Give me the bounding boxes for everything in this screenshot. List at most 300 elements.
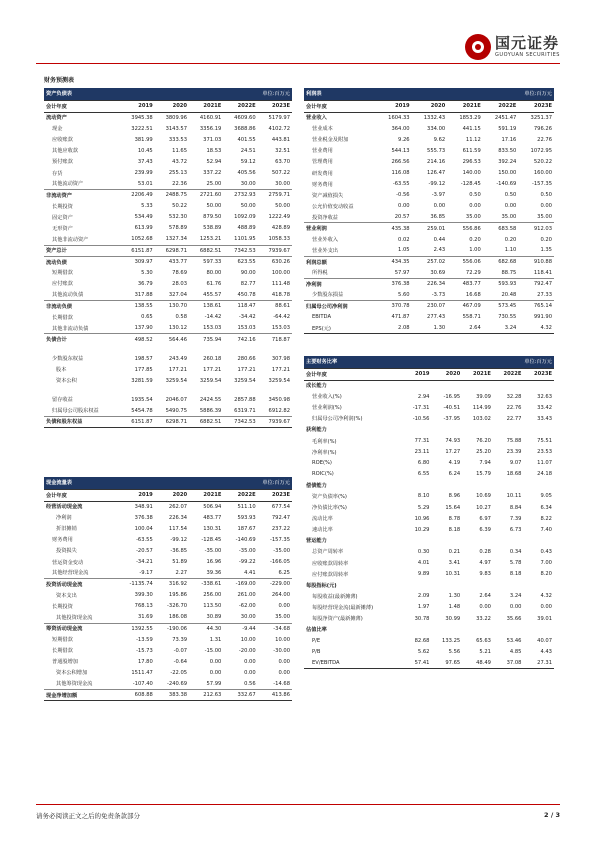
- table-spacer: [189, 477, 223, 489]
- row-value: 4102.72: [268, 125, 290, 132]
- row-value: 593.93: [483, 278, 519, 289]
- row-value: -15.00: [204, 647, 222, 654]
- row-value: 22.76: [537, 136, 552, 143]
- table-row: [44, 523, 292, 534]
- table-row: [304, 657, 554, 668]
- row-value: 187.67: [237, 525, 256, 532]
- table-row: [304, 323, 554, 334]
- row-value: 1327.34: [165, 236, 188, 243]
- row-value: [462, 424, 493, 435]
- row-value: 24.18: [537, 471, 552, 478]
- row-value: 434.35: [376, 256, 412, 267]
- row-value: 593.93: [237, 514, 256, 521]
- row-value: 833.50: [498, 147, 517, 154]
- row-value: 1052.68: [131, 236, 153, 243]
- row-label: 短期借款: [52, 637, 73, 644]
- row-value: 718.87: [258, 334, 292, 345]
- row-value: 2.64: [479, 593, 491, 600]
- row-value: 118.41: [533, 269, 552, 276]
- row-label: 投资活动现金流: [44, 579, 116, 590]
- row-value: 9.07: [509, 460, 522, 467]
- row-value: 100.04: [134, 525, 153, 532]
- row-value: 768.13: [134, 603, 153, 610]
- row-value: 53.46: [506, 637, 522, 644]
- row-value: 28.03: [172, 280, 188, 287]
- year-header: 2023E: [523, 368, 554, 380]
- row-value: 39.36: [206, 569, 222, 576]
- row-value: [493, 624, 524, 635]
- row-value: 177.21: [168, 366, 188, 373]
- row-value: 3.41: [448, 560, 461, 567]
- row-value: -166.05: [269, 559, 290, 566]
- year-header-row: [304, 100, 554, 112]
- row-value: 35.00: [537, 214, 552, 221]
- row-value: 630.26: [258, 256, 292, 267]
- row-value: 3356.19: [199, 125, 222, 132]
- row-value: 138.55: [120, 301, 154, 312]
- row-value: 401.55: [237, 136, 256, 143]
- year-header: 2022E: [223, 100, 257, 112]
- row-value: [493, 480, 524, 491]
- row-value: 435.38: [376, 223, 412, 234]
- row-value: 6151.87: [120, 416, 154, 427]
- row-label: 净利率(%): [312, 449, 337, 456]
- row-label: 负债和股东权益: [44, 416, 120, 427]
- row-value: 33.43: [537, 415, 552, 422]
- table-row: [304, 212, 554, 223]
- table-row: [44, 167, 292, 178]
- row-value: 80.00: [206, 269, 222, 276]
- row-value: 30.78: [414, 615, 430, 622]
- row-value: 544.13: [391, 147, 410, 154]
- row-value: 111.48: [271, 280, 290, 287]
- balance-sheet-table: [44, 88, 292, 428]
- row-value: -15.73: [136, 647, 153, 654]
- row-value: -128.45: [201, 536, 222, 543]
- row-value: 6319.71: [234, 407, 256, 414]
- row-value: -157.35: [531, 181, 552, 188]
- row-label: 经营活动现金流: [44, 501, 116, 512]
- row-value: 332.67: [223, 690, 257, 701]
- table-row: [304, 491, 554, 502]
- row-value: 1.97: [417, 604, 430, 611]
- table-row: [304, 613, 554, 624]
- row-value: -99.22: [238, 559, 256, 566]
- row-value: [403, 624, 432, 635]
- row-value: 3259.54: [165, 377, 188, 384]
- row-value: 6.24: [448, 471, 461, 478]
- row-value: 3.24: [509, 593, 522, 600]
- table-title: 利润表: [304, 88, 447, 100]
- row-value: 186.08: [168, 614, 188, 621]
- row-value: 556.86: [447, 223, 483, 234]
- row-value: 1.30: [412, 323, 448, 334]
- table-row: [304, 469, 554, 480]
- table-row: [44, 123, 292, 134]
- row-value: 383.38: [155, 690, 189, 701]
- row-value: -22.05: [170, 669, 188, 676]
- table-row: [304, 458, 554, 469]
- row-value: 3222.51: [131, 125, 153, 132]
- row-label: 流动负债: [44, 256, 120, 267]
- row-value: [155, 345, 189, 353]
- row-label: EV/EBITDA: [304, 657, 403, 668]
- year-header: 2020: [412, 100, 448, 112]
- row-value: 230.07: [412, 301, 448, 312]
- table-row: [44, 612, 292, 623]
- page-number: 2 / 3: [544, 811, 560, 819]
- row-value: 613.99: [134, 225, 153, 232]
- row-value: -3.97: [431, 192, 446, 199]
- row-value: 0.50: [469, 192, 481, 199]
- table-row: [304, 502, 554, 513]
- row-value: 18.53: [206, 147, 222, 154]
- row-label: 留存收益: [52, 397, 73, 404]
- row-value: 0.20: [540, 236, 552, 243]
- row-value: -14.68: [273, 680, 290, 687]
- row-value: 7.94: [479, 460, 491, 467]
- row-value: 35.00: [275, 614, 290, 621]
- row-value: -0.07: [173, 647, 188, 654]
- table-row: [304, 646, 554, 657]
- row-value: 796.26: [533, 125, 552, 132]
- row-value: 50.00: [206, 203, 222, 210]
- row-label: 投资损失: [56, 548, 77, 555]
- row-value: 65.63: [476, 637, 491, 644]
- row-value: 7939.67: [258, 416, 292, 427]
- row-value: 7.39: [509, 515, 522, 522]
- row-value: 3450.98: [268, 396, 290, 403]
- page-header: [36, 30, 560, 64]
- row-label: 长期借款: [52, 648, 73, 655]
- row-value: 243.49: [168, 355, 188, 362]
- row-value: 113.50: [203, 603, 222, 610]
- table-title-row: [304, 356, 554, 368]
- row-value: 20.57: [394, 214, 410, 221]
- row-value: 433.77: [155, 256, 189, 267]
- row-value: [189, 345, 223, 353]
- table-spacer: [189, 88, 223, 100]
- row-value: 130.70: [155, 301, 189, 312]
- table-row: [304, 112, 554, 123]
- table-row: [304, 301, 554, 312]
- row-value: -34.21: [136, 559, 153, 566]
- row-label: 每股净资产(最新摊薄): [312, 616, 363, 623]
- table-row: [304, 524, 554, 535]
- row-value: 4.97: [479, 560, 491, 567]
- row-value: -20.57: [136, 547, 153, 554]
- table-row: [304, 602, 554, 613]
- row-value: 1.00: [469, 247, 481, 254]
- cash-flow-table: [44, 477, 292, 701]
- row-label: 每股指标(元): [306, 582, 337, 589]
- table-spacer: [462, 356, 493, 368]
- row-value: 334.00: [427, 125, 446, 132]
- row-value: 150.00: [498, 170, 517, 177]
- row-value: 198.57: [134, 355, 153, 362]
- row-value: 25.00: [206, 180, 222, 187]
- row-label: 资本支出: [56, 592, 77, 599]
- row-label: 研发费用: [312, 170, 333, 177]
- unit-label: 单位:百万元: [493, 356, 554, 368]
- row-value: 677.54: [258, 501, 292, 512]
- row-label: 总资产周转率: [312, 549, 344, 556]
- row-value: 73.39: [172, 636, 188, 643]
- row-value: 27.31: [523, 657, 554, 668]
- table-row: [44, 634, 292, 645]
- row-value: 337.22: [203, 170, 222, 177]
- row-label: 营业成本: [312, 126, 333, 133]
- row-value: -99.12: [428, 181, 446, 188]
- table-row: [44, 645, 292, 656]
- row-value: 10.00: [275, 636, 290, 643]
- row-value: 256.00: [203, 592, 222, 599]
- row-value: 51.89: [172, 559, 188, 566]
- row-value: 2.43: [433, 247, 446, 254]
- year-header: 2019: [403, 368, 432, 380]
- row-label: 流动比率: [312, 516, 333, 523]
- row-label: 预付账款: [52, 159, 73, 166]
- row-label: 净负债比率(%): [312, 505, 347, 512]
- row-value: [493, 535, 524, 546]
- row-value: 1935.54: [131, 396, 153, 403]
- row-value: 36.85: [430, 214, 446, 221]
- table-row: [304, 380, 554, 391]
- row-label: 非流动负债: [44, 301, 120, 312]
- row-value: 405.56: [237, 170, 256, 177]
- row-value: 0.00: [244, 658, 256, 665]
- table-row: [44, 679, 292, 690]
- row-label: 公允价值变动收益: [312, 203, 354, 210]
- row-value: 0.00: [504, 203, 517, 210]
- row-value: 50.00: [240, 203, 256, 210]
- row-value: 5886.39: [199, 407, 222, 414]
- row-label: 长期投资: [52, 603, 73, 610]
- table-row: [304, 156, 554, 167]
- row-value: 1511.47: [131, 669, 153, 676]
- row-value: 44.30: [189, 623, 223, 634]
- row-value: 212.63: [189, 690, 223, 701]
- row-value: 392.24: [498, 158, 517, 165]
- row-value: 214.16: [427, 158, 446, 165]
- table-row: [304, 223, 554, 234]
- row-value: [258, 345, 292, 353]
- row-value: 17.27: [445, 449, 461, 456]
- row-value: 8.18: [509, 571, 522, 578]
- row-value: 507.22: [271, 170, 290, 177]
- row-value: -63.55: [136, 536, 153, 543]
- row-value: -0.64: [173, 658, 188, 665]
- row-label: 短期借款: [52, 270, 73, 277]
- row-value: 2.08: [376, 323, 412, 334]
- row-value: 8.22: [540, 515, 552, 522]
- row-value: -20.00: [238, 647, 256, 654]
- row-value: 138.61: [189, 301, 223, 312]
- row-label: 营业利润(%): [312, 405, 342, 412]
- table-row: [44, 323, 292, 334]
- row-label: 投资净收益: [312, 214, 338, 221]
- row-value: 0.00: [278, 669, 290, 676]
- row-value: 0.65: [141, 314, 153, 321]
- row-value: 3945.38: [120, 112, 154, 123]
- row-value: 467.09: [447, 301, 483, 312]
- row-value: 88.75: [501, 269, 517, 276]
- row-value: 317.88: [134, 291, 153, 298]
- row-value: -36.85: [170, 547, 188, 554]
- row-value: [403, 480, 432, 491]
- row-label: 财务费用: [312, 181, 333, 188]
- row-value: 348.91: [116, 501, 155, 512]
- table-row: [44, 623, 292, 634]
- table-spacer: [447, 88, 483, 100]
- table-row: [44, 545, 292, 556]
- row-value: 471.87: [391, 314, 410, 321]
- row-label: 其他经营现金流: [52, 570, 89, 577]
- row-value: 556.06: [447, 256, 483, 267]
- row-value: -107.40: [132, 680, 153, 687]
- row-label: 现金净增加额: [44, 690, 116, 701]
- row-value: 381.99: [134, 136, 153, 143]
- row-value: -140.69: [235, 536, 256, 543]
- row-value: 611.59: [462, 147, 481, 154]
- row-value: 2424.55: [199, 396, 222, 403]
- table-row: [304, 535, 554, 546]
- year-header: 2019: [376, 100, 412, 112]
- row-value: 16.96: [206, 559, 222, 566]
- row-value: 32.63: [537, 393, 552, 400]
- row-value: 608.88: [116, 690, 155, 701]
- row-label: 营业外收入: [312, 237, 338, 244]
- table-row: [44, 386, 292, 394]
- row-value: 5179.97: [258, 112, 292, 123]
- year-header: 2020: [431, 368, 462, 380]
- row-value: 18.68: [506, 471, 522, 478]
- row-label: 存货: [52, 170, 63, 177]
- row-value: 48.49: [462, 657, 493, 668]
- financial-ratios-table: [304, 356, 554, 669]
- row-value: -338.61: [189, 579, 223, 590]
- row-value: [462, 480, 493, 491]
- row-value: 443.81: [271, 136, 290, 143]
- row-value: 1222.49: [268, 214, 290, 221]
- row-value: 7342.53: [223, 416, 257, 427]
- table-row: [304, 179, 554, 190]
- row-value: 117.54: [168, 525, 188, 532]
- row-value: 2206.49: [120, 190, 154, 201]
- table-row: [304, 123, 554, 134]
- row-label: 估值比率: [306, 627, 327, 634]
- row-value: 5.30: [141, 269, 153, 276]
- table-row: [304, 424, 554, 435]
- row-label: 营运能力: [306, 538, 327, 545]
- row-value: 5.56: [448, 648, 461, 655]
- table-row: [304, 145, 554, 156]
- row-value: 991.90: [533, 314, 552, 321]
- row-value: 22.36: [172, 180, 188, 187]
- row-value: 3143.57: [165, 125, 188, 132]
- row-value: [493, 380, 524, 391]
- row-value: 50.22: [172, 203, 188, 210]
- table-row: [44, 534, 292, 545]
- year-label: 会计年度: [304, 100, 376, 112]
- row-value: 564.46: [155, 334, 189, 345]
- row-value: [462, 624, 493, 635]
- footer-disclaimer: 请务必阅读正文之后的免责条款部分: [36, 812, 140, 820]
- table-row: [44, 501, 292, 512]
- row-value: 22.77: [506, 415, 522, 422]
- row-label: 负债合计: [44, 334, 120, 345]
- table-row: [304, 580, 554, 591]
- row-value: 0.21: [448, 548, 461, 555]
- row-value: 1101.95: [234, 236, 256, 243]
- row-value: 153.03: [237, 325, 256, 332]
- row-value: 4.01: [417, 560, 430, 567]
- row-label: 资产减值损失: [312, 192, 344, 199]
- table-row: [304, 134, 554, 145]
- year-header: 2020: [155, 489, 189, 501]
- row-value: 74.93: [445, 438, 461, 445]
- row-value: [523, 380, 554, 391]
- row-value: [189, 386, 223, 394]
- row-value: 63.70: [275, 158, 290, 165]
- row-label: 长期投资: [52, 203, 73, 210]
- row-value: 30.89: [206, 614, 222, 621]
- row-label: 归属母公司股东权益: [52, 408, 99, 415]
- row-value: 682.68: [483, 256, 519, 267]
- row-value: 31.69: [137, 614, 153, 621]
- row-value: 591.19: [498, 125, 517, 132]
- year-label: 会计年度: [44, 489, 116, 501]
- table-row: [44, 334, 292, 345]
- row-value: 5.60: [398, 291, 410, 298]
- row-value: 506.94: [189, 501, 223, 512]
- row-value: 327.04: [168, 291, 188, 298]
- row-label: P/B: [312, 648, 321, 655]
- row-value: [523, 580, 554, 591]
- row-value: 10.31: [445, 571, 461, 578]
- row-value: 3251.37: [518, 112, 554, 123]
- row-value: [431, 424, 462, 435]
- row-value: -35.00: [238, 547, 256, 554]
- row-value: 413.86: [258, 690, 292, 701]
- row-value: 76.20: [476, 438, 491, 445]
- year-header: 2021E: [189, 100, 223, 112]
- row-value: 1058.33: [268, 236, 290, 243]
- row-value: -240.69: [167, 680, 188, 687]
- table-row: [44, 568, 292, 579]
- row-label: 应收账款: [52, 137, 73, 144]
- row-value: 623.55: [223, 256, 257, 267]
- row-value: 100.00: [271, 269, 290, 276]
- row-value: 742.16: [223, 334, 257, 345]
- row-value: 0.00: [479, 604, 491, 611]
- row-value: 573.45: [483, 301, 519, 312]
- row-label: 归属母公司净利润(%): [312, 416, 363, 423]
- row-value: [431, 580, 462, 591]
- row-value: 82.77: [240, 280, 256, 287]
- table-row: [304, 278, 554, 289]
- row-label: 净利润: [304, 278, 376, 289]
- row-value: 6.80: [417, 460, 430, 467]
- row-label: ROIC(%): [312, 471, 334, 478]
- row-value: 61.76: [206, 280, 222, 287]
- company-logo: [465, 34, 560, 60]
- row-value: 57.99: [206, 680, 222, 687]
- row-value: 792.47: [518, 278, 554, 289]
- row-value: 0.43: [540, 548, 552, 555]
- row-value: 35.00: [501, 214, 517, 221]
- row-value: 7.00: [540, 560, 552, 567]
